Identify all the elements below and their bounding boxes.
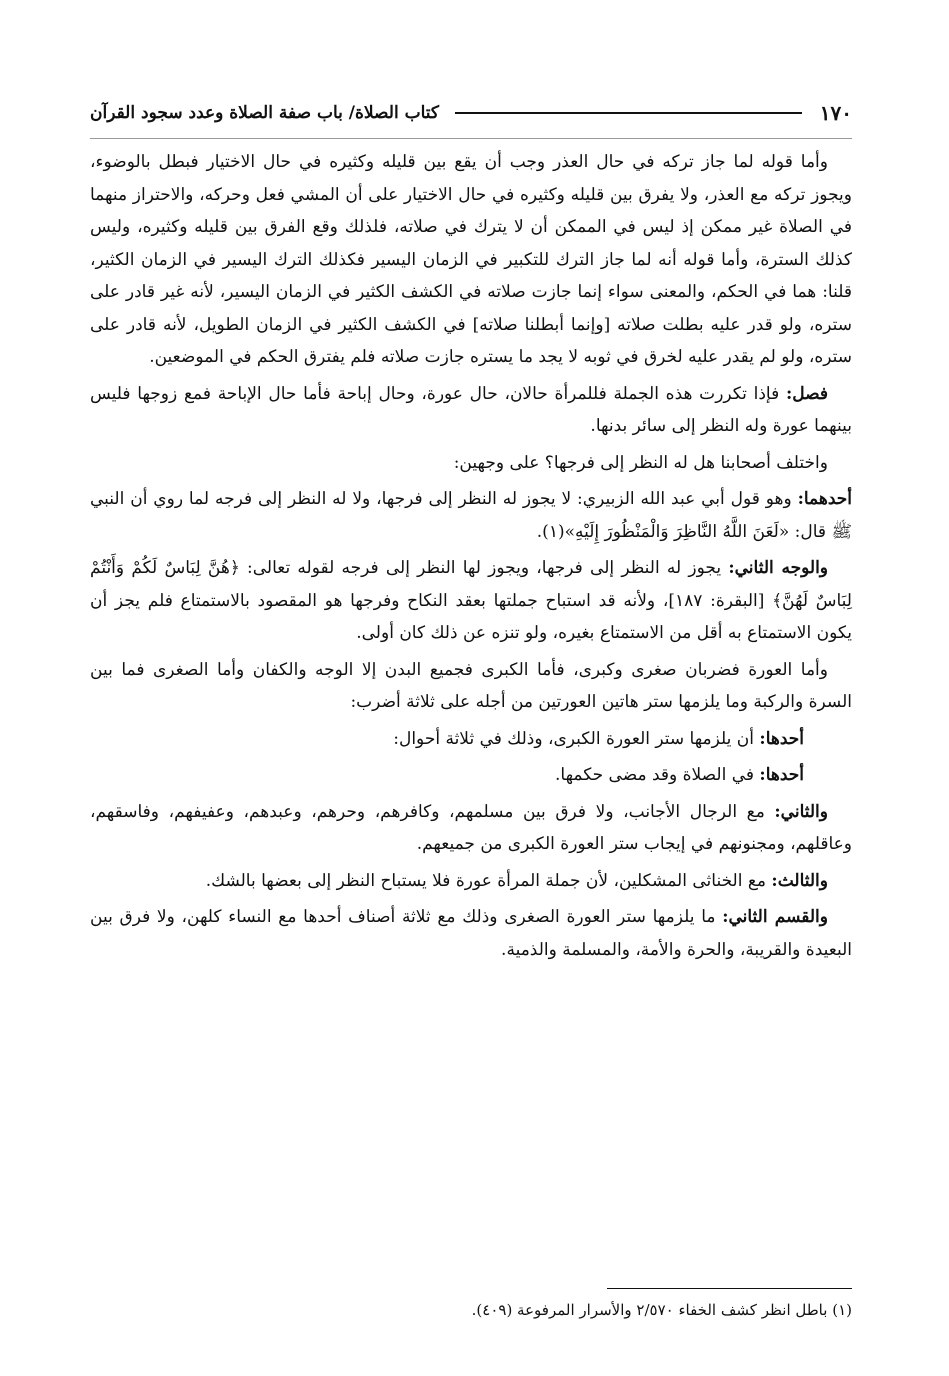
paragraph-text: واختلف أصحابنا هل له النظر إلى فرجها؟ على وجهين:	[453, 452, 828, 473]
paragraph	[90, 483, 852, 548]
paragraph-lead: والوجه الثاني:	[728, 558, 829, 578]
paragraph	[90, 378, 852, 443]
paragraph	[90, 723, 852, 756]
paragraph-lead: أحدهما:	[797, 489, 852, 509]
paragraph-lead: والثاني:	[774, 801, 828, 822]
paragraph	[90, 759, 852, 792]
paragraph-text: يجوز له النظر إلى فرجها، ويجوز لها النظر إلى فرجه لقوله تعالى: ﴿هُنَّ لِبَاسٌ لَكُمْ وَأَنْتُمْ لِبَاسٌ لَهُنَّ﴾ [البقرة: ١٨٧]، ولأنه قد استباح جملتها بعقد النكاح وفرجها هو المقصود بالاستمتاع فلم يجز أن يكون الاستمتاع به أقل من الاستمتاع بغيره، ولو تنزه عن ذلك كان أولى.	[90, 558, 852, 643]
paragraph-text: مع الخناثى المشكلين، لأن جملة المرأة عورة فلا يستباح النظر إلى بعضها بالشك.	[205, 870, 772, 891]
footnote-text: باطل انظر كشف الخفاء ٢/٥٧٠ والأسرار المرفوعة (٤٠٩).	[471, 1301, 828, 1319]
footnote-divider	[607, 1288, 852, 1289]
header-rule	[455, 112, 802, 114]
paragraph	[90, 654, 852, 719]
paragraph-text: فإذا تكررت هذه الجملة فللمرأة حالان، حال عورة، وحال إباحة فأما حال الإباحة فمع زوجها فليس بينهما عورة وله النظر إلى سائر بدنها.	[90, 383, 852, 436]
paragraph	[90, 552, 852, 650]
paragraph-text: وهو قول أبي عبد الله الزبيري: لا يجوز له النظر إلى فرجها، ولا له النظر إلى فرجه لما روي أن النبي ﷺ قال: «لَعَنَ اللَّهُ النَّاظِرَ وَالْمَنْظُورَ إِلَيْهِ»(١).	[90, 489, 852, 542]
footnote-marker: (١)	[832, 1301, 852, 1319]
paragraph-text: أن يلزمها ستر العورة الكبرى، وذلك في ثلاثة أحوال:	[393, 728, 760, 749]
header-divider	[90, 138, 852, 139]
paragraph	[90, 901, 852, 966]
paragraph-lead: والثالث:	[771, 870, 828, 891]
paragraph-text: ما يلزمها ستر العورة الصغرى وذلك مع ثلاثة أصناف أحدها مع النساء كلهن، ولا فرق بين البعيدة والقريبة، والحرة والأمة، والمسلمة والذمية.	[90, 907, 852, 960]
paragraph-text: مع الرجال الأجانب، ولا فرق بين مسلمهم، وكافرهم، وحرهم، وعبدهم، وعفيفهم، وفاسقهم، وعاقلهم، ومجنونهم في إيجاب ستر العورة الكبرى من جميعهم.	[90, 801, 852, 854]
paragraph-lead: والقسم الثاني:	[722, 907, 828, 927]
paragraph	[90, 865, 852, 898]
paragraph-text: وأما قوله لما جاز تركه في حال العذر وجب أن يقع بين قليله وكثيره في حال الاختيار فبطل بالوضوء، ويجوز تركه مع العذر، ولا يفرق بين قليله وكثيره في حال الاختيار على أن المشي فعل وحركه، والاحتراز منهما في الصلاة غير ممكن إذ ليس في الممكن أن لا يترك في صلاته، فلذلك وقع الفرق بين قليله وكثيره، وليس كذلك السترة، وأما قوله أنه لما جاز الترك للتكبير في الزمان اليسير فكذلك الترك اليسير في الزمان الكثير، قلنا: هما في الحكم، والمعنى سواء إنما جازت صلاته في الكشف الكثير في الزمان اليسير، لأنه غير قادر على ستره، ولو قدر عليه بطلت صلاته [وإنما أبطلنا صلاته] في الكشف الكثير في الزمان الطويل، لأنه قادر على ستره، ولو لم يقدر عليه لخرق في ثوبه لا يجد ما يستره جازت صلاته فلم يفترق الحكم في الموضعين.	[90, 152, 852, 367]
paragraph-lead: فصل:	[785, 383, 828, 404]
body-text	[90, 146, 852, 970]
document-page	[90, 90, 852, 1340]
page-number: ١٧٠	[819, 101, 852, 125]
paragraph	[90, 146, 852, 374]
paragraph-text: وأما العورة فضربان صغرى وكبرى، فأما الكبرى فجميع البدن إلا الوجه والكفان وأما الصغرى فما بين السرة والركبة وما يلزمها ستر هاتين العورتين من أجله على ثلاثة أضرب:	[90, 659, 852, 712]
paragraph	[90, 447, 852, 480]
paragraph	[90, 796, 852, 861]
paragraph-text: في الصلاة وقد مضى حكمها.	[554, 765, 760, 785]
footnote	[90, 1298, 852, 1322]
running-title: كتاب الصلاة/ باب صفة الصلاة وعدد سجود القرآن	[90, 103, 440, 123]
page-header	[90, 90, 852, 136]
paragraph-lead: أحدها:	[759, 728, 804, 749]
paragraph-lead: أحدها:	[759, 765, 804, 785]
